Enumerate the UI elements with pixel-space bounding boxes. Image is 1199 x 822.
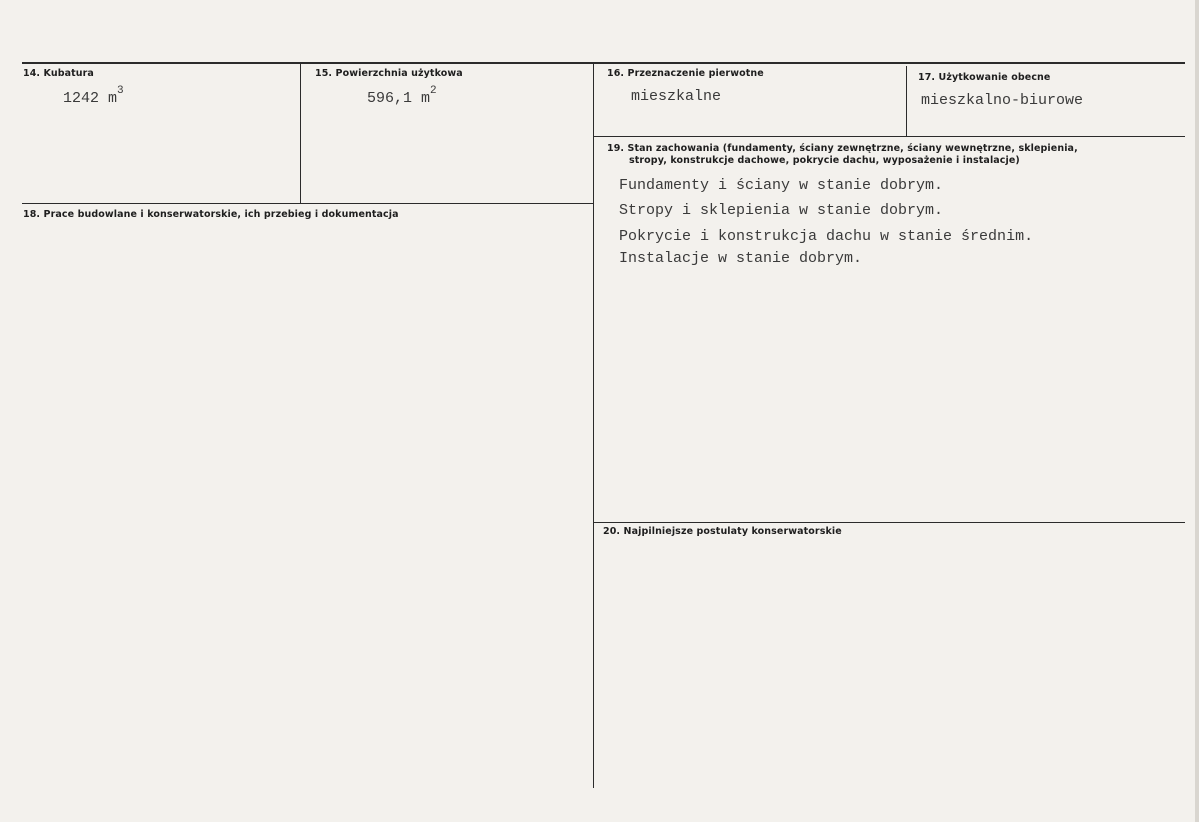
- rule-above-20: [594, 522, 1185, 523]
- divider-16-17: [906, 66, 907, 136]
- value-14: [63, 85, 124, 107]
- top-rule: [22, 62, 1185, 64]
- rule-under-16-17: [594, 136, 1185, 137]
- value-15-exp: 2: [430, 85, 437, 97]
- label-17: 17. Użytkowanie obecne: [918, 72, 1051, 83]
- label-19-line2: stropy, konstrukcje dachowe, pokrycie dachu, wyposażenie i instalacje): [629, 155, 1020, 166]
- label-15: 15. Powierzchnia użytkowa: [315, 68, 463, 79]
- divider-14-15: [300, 63, 301, 203]
- label-14: 14. Kubatura: [23, 68, 94, 79]
- value-17: mieszkalno-biurowe: [921, 92, 1084, 109]
- condition-line-3: Pokrycie i konstrukcja dachu w stanie średnim.: [619, 228, 1034, 245]
- condition-line-1: Fundamenty i ściany w stanie dobrym.: [619, 177, 944, 194]
- value-14-text: 1242 m: [63, 90, 118, 107]
- rule-under-14-15: [22, 203, 594, 204]
- value-14-exp: 3: [117, 85, 124, 97]
- value-15: [367, 85, 437, 107]
- label-20: 20. Najpilniejsze postulaty konserwatorskie: [603, 526, 842, 537]
- value-15-text: 596,1 m: [367, 90, 431, 107]
- card-edge: [1195, 0, 1199, 822]
- label-18: 18. Prace budowlane i konserwatorskie, ich przebieg i dokumentacja: [23, 209, 399, 220]
- condition-line-4: Instalacje w stanie dobrym.: [619, 250, 863, 267]
- label-16: 16. Przeznaczenie pierwotne: [607, 68, 764, 79]
- label-19-line1: 19. Stan zachowania (fundamenty, ściany zewnętrzne, ściany wewnętrzne, sklepienia,: [607, 143, 1078, 154]
- value-16: mieszkalne: [631, 88, 722, 105]
- divider-left-right: [593, 63, 594, 788]
- condition-line-2: Stropy i sklepienia w stanie dobrym.: [619, 202, 944, 219]
